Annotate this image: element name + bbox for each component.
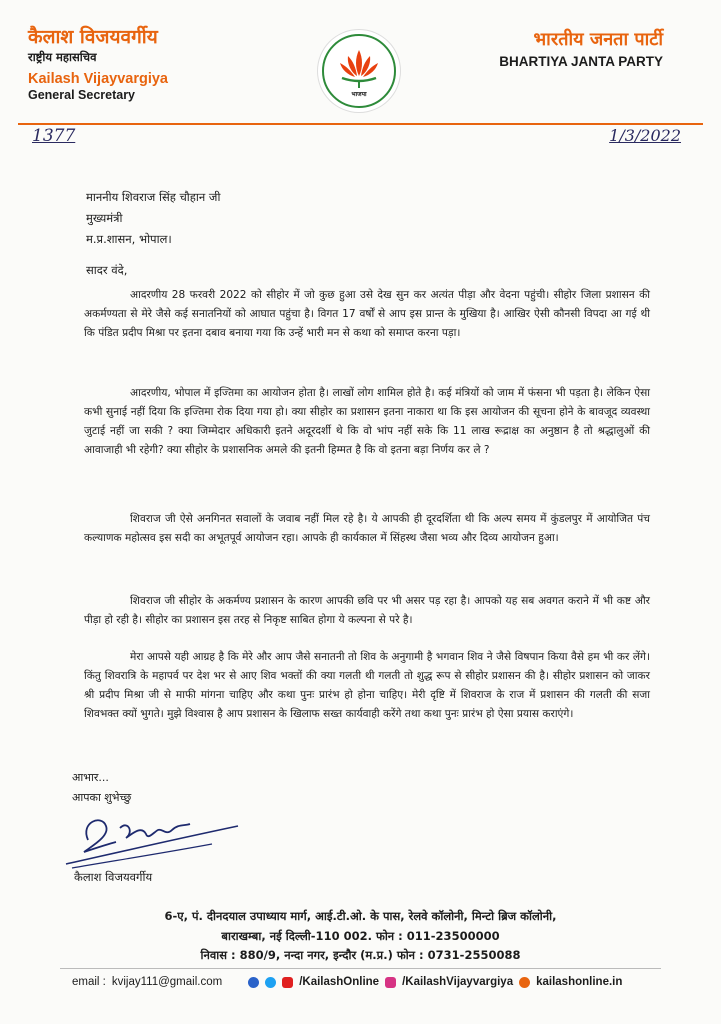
recipient-address <box>86 187 220 250</box>
footer-address <box>0 906 721 946</box>
party-name-english: BHARTIYA JANTA PARTY <box>499 54 663 70</box>
bjp-logo <box>318 30 400 112</box>
party-name-hindi: भारतीय जनता पार्टी <box>533 29 663 50</box>
twitter-icon <box>265 977 276 988</box>
youtube-icon <box>282 977 293 988</box>
email-label: email : <box>72 976 106 988</box>
recipient-office: म.प्र.शासन, भोपाल। <box>86 232 172 246</box>
instagram-handle[interactable]: /KailashVijayvargiya <box>402 976 514 988</box>
lotus-icon <box>318 30 400 112</box>
recipient-designation: मुख्यमंत्री <box>86 211 123 225</box>
website[interactable]: kailashonline.in <box>536 976 623 988</box>
recipient-name: माननीय शिवराज सिंह चौहान जी <box>86 190 221 204</box>
website-lotus-icon <box>519 977 530 988</box>
paragraph-5: मेरा आपसे यही आग्रह है कि मेरे और आप जैसे सनातनी तो शिव के अनुगामी है भगवान शिव ने जैसे विषपान किया वैसे हम भी कर लेंगे। किंतु शिवरात्रि के महापर्व पर देश भर से आए शिव भक्तों की क्या गलती थी गलती तो शुद्ध रूप से सीहोर प्रशासन की है। सीहोर प्रशासन को जाकर श्री प्रदीप मिश्रा जी से माफी मांगना चाहिए और कथा पुनः प्रारंभ हो होना चाहिए। मेरी दृष्टि में शिवराज के राज में प्रशासन की गलती की सजा शिवभक्त क्यों भुगते। मुझे विश्वास है आप प्रशासन के खिलाफ सख्त कार्यवाही करेंगे तथा कथा पुनः प्रारंभ हो ऐसा प्रयास कराएंगे। <box>84 651 650 720</box>
sender-title-english: General Secretary <box>28 88 136 103</box>
logo-text: भाजपा <box>351 91 367 98</box>
social-handle[interactable]: /KailashOnline <box>299 976 380 988</box>
sender-name-hindi: कैलाश विजयवर्गीय <box>28 26 158 48</box>
paragraph-4: शिवराज जी सीहोर के अकर्मण्य प्रशासन के कारण आपकी छवि पर भी असर पड़ रहा है। आपको यह सब अवगत कराने में भी कष्ट और पीड़ा हो रही है। सीहोर का प्रशासन इस तरह से निकृष्ट साबित होगा ये कल्पना से परे है। <box>84 595 650 626</box>
contact-bar <box>72 976 622 988</box>
sender-title-hindi: राष्ट्रीय महासचिव <box>28 49 97 64</box>
sender-name-english: Kailash Vijayvargiya <box>28 71 168 88</box>
closing-regards: आपका शुभेच्छु <box>72 791 132 804</box>
footer-residence: निवास : 880/9, नन्दा नगर, इन्दौर (म.प्र.) फोन : 0731-2550088 <box>200 948 521 962</box>
sender-block <box>28 26 168 104</box>
instagram-icon <box>385 977 396 988</box>
letter-date: 1/3/2022 <box>609 126 681 145</box>
footer-divider <box>60 968 661 969</box>
reference-number: 1377 <box>32 126 76 146</box>
paragraph-1: आदरणीय 28 फरवरी 2022 को सीहोर में जो कुछ हुआ उसे देख सुन कर अत्यंत पीड़ा और वेदना पहुंची। सीहोर जिला प्रशासन की अकर्मण्यता से मेरे जैसे कई सनातनियों को आघात पहुंचा है। विगत 17 वर्षों से आप इस प्रान्त के मुखिया है। आखिर ऐसी कौनसी विपदा आ गई थी कि पंडित प्रदीप मिश्रा पर इतना दबाव बनाया गया कि उन्हें भारी मन से कथा को समाप्त करना पड़ा। <box>84 289 650 339</box>
facebook-icon <box>248 977 259 988</box>
paragraph-2: आदरणीय, भोपाल में इज्तिमा का आयोजन होता है। लाखों लोग शामिल होते है। कई मंत्रियों को जाम में फंसना भी पड़ता है। लेकिन ऐसा कभी सुनाई नहीं दिया कि इज्तिमा रोक दिया गया हो। क्या सीहोर का प्रशासन इतना नाकारा था कि इस आयोजन की सूचना होने के बावजूद व्यवस्था जुटाई नहीं जा सकी ? क्या जिम्मेदार अधिकारी इतने अदूरदर्शी थे कि वो भांप नहीं सके कि 11 लाख रूद्राक्ष का अनुष्ठान है तो श्रद्धालुओं की आवाजाही भी रहेगी? क्या सीहोर के प्रशासनिक अमले की इतनी हिम्मत है कि वो इतना बड़ा निर्णय कर ले ? <box>84 387 650 456</box>
email-address[interactable]: kvijay111@gmail.com <box>111 976 223 988</box>
signatory-name: कैलाश विजयवर्गीय <box>74 870 153 884</box>
party-block <box>499 28 663 71</box>
footer-address-line-1: 6-ए, पं. दीनदयाल उपाध्याय मार्ग, आई.टी.ओ. के पास, रेलवे कॉलोनी, मिन्टो ब्रिज कॉलोनी, <box>164 909 557 923</box>
greeting: सादर वंदे, <box>86 263 128 277</box>
closing-thanks: आभार... <box>72 771 109 784</box>
footer-address-line-2: बाराखम्बा, नई दिल्ली-110 002. फोन : 011-23500000 <box>221 929 500 943</box>
paragraph-3: शिवराज जी ऐसे अनगिनत सवालों के जवाब नहीं मिल रहे है। ये आपकी ही दूरदर्शिता थी कि अल्प समय में कुंडलपुर में आयोजित पंच कल्याणक महोत्सव इस सदी का अभूतपूर्व आयोजन रहा। आपके ही कार्यकाल में सिंहस्थ जैसा भव्य और दिव्य आयोजन हुआ। <box>84 513 650 544</box>
header-divider <box>18 123 703 125</box>
handwritten-signature <box>62 802 242 872</box>
